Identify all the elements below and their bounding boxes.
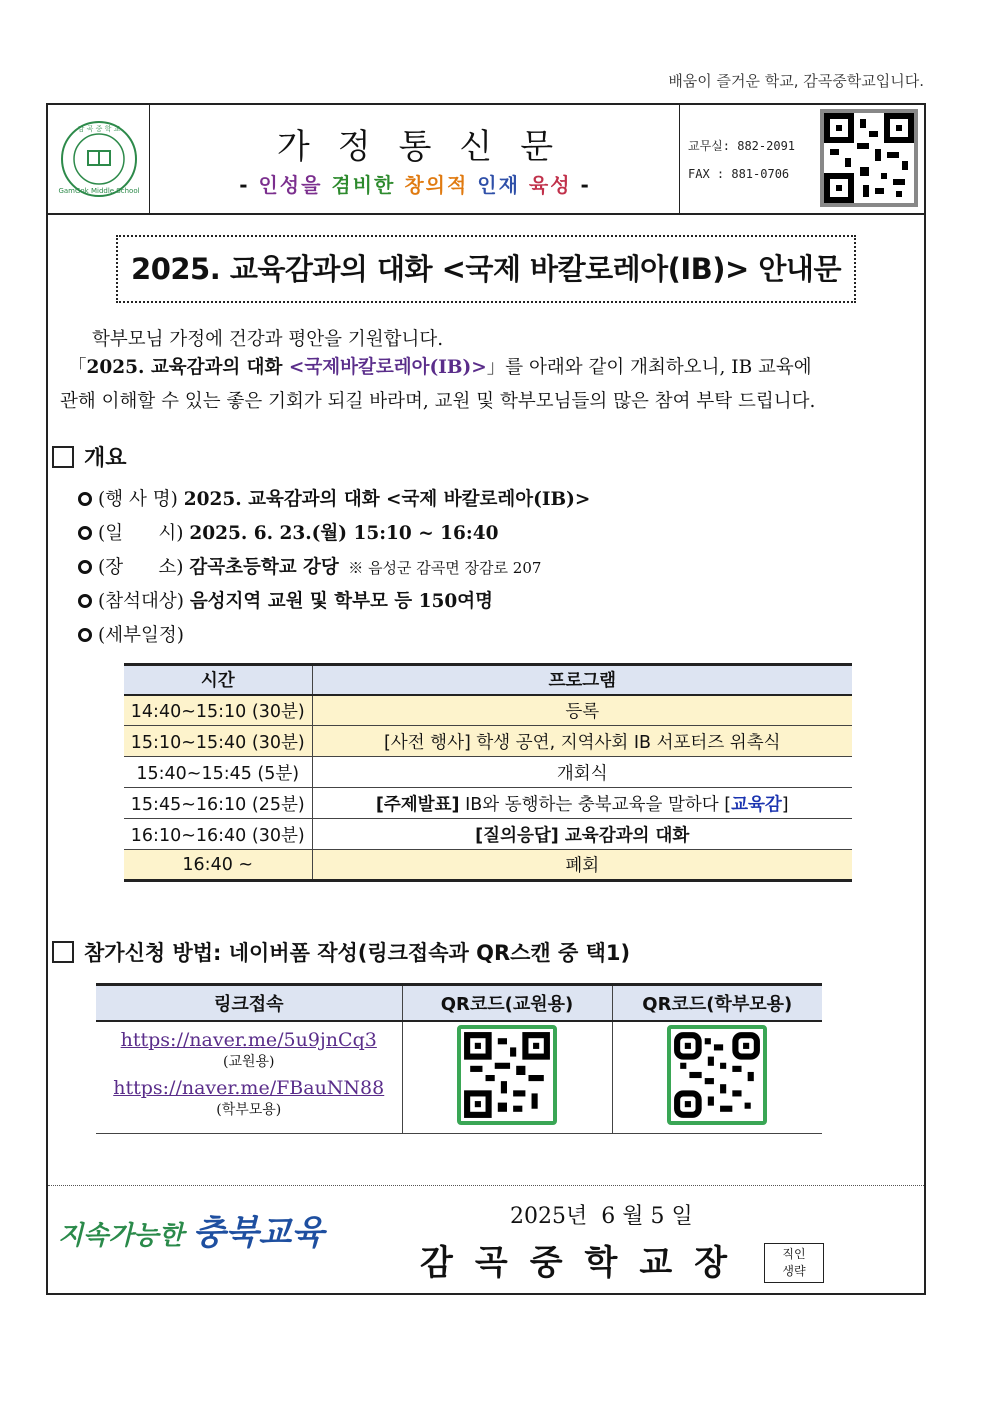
circle-bullet-icon: [78, 526, 92, 540]
apply-table: [96, 983, 822, 1134]
table-row: 15:45~16:10 (25분) [주제발표] IB와 동행하는 충북교육을 말하다 [교육감]: [124, 788, 852, 819]
circle-bullet-icon: [78, 560, 92, 574]
column-header-qr-teacher: QR코드(교원용): [402, 985, 612, 1021]
overview-item-venue: (장 소) 감곡초등학교 강당 ※ 음성군 감곡면 장감로 207: [78, 553, 541, 579]
table-row: 16:40 ~ 폐회: [124, 850, 852, 881]
intro-line: 「2025. 교육감과의 대화 <국제바칼로레아(IB)>」를 아래와 같이 개최하오니, IB 교육에: [68, 357, 812, 378]
column-header-qr-parent: QR코드(학부모용): [612, 985, 822, 1021]
qr-code-teacher-icon[interactable]: [457, 1025, 557, 1125]
circle-bullet-icon: [78, 492, 92, 506]
newsletter-frame: [46, 103, 926, 1295]
qr-code-parent-icon[interactable]: [667, 1025, 767, 1125]
links-cell: [96, 1021, 402, 1134]
table-row: 16:10~16:40 (30분) [질의응답] 교육감과의 대화: [124, 819, 852, 850]
schedule-table: [124, 663, 852, 882]
fax-number: FAX : 881-0706: [688, 167, 790, 181]
seal-omitted-stamp: 직인 생략: [764, 1243, 824, 1283]
section-apply-heading: 참가신청 방법: 네이버폼 작성(링크접속과 QR스캔 중 택1): [52, 937, 630, 967]
teacher-link-note: (교원용): [223, 1054, 275, 1071]
checkbox-icon: [52, 446, 74, 468]
school-logo-icon: [54, 119, 144, 199]
svg-text:GamGok Middle School: GamGok Middle School: [58, 187, 140, 195]
contact-cell: [680, 105, 924, 213]
parent-link-note: (학부모용): [216, 1102, 282, 1119]
qr-parent-cell: [612, 1021, 822, 1134]
school-motto: 배움이 즐거운 학교, 감곡중학교입니다.: [668, 72, 924, 90]
column-header-program: 프로그램: [312, 665, 852, 695]
circle-bullet-icon: [78, 594, 92, 608]
overview-item-event: (행 사 명) 2025. 교육감과의 대화 <국제 바칼로레아(IB)>: [78, 485, 590, 511]
qr-code-icon[interactable]: [820, 109, 918, 207]
intro-greeting: 학부모님 가정에 건강과 평안을 기원합니다.: [92, 329, 444, 350]
table-row: 14:40~15:10 (30분) 등록: [124, 695, 852, 726]
phone-number: 교무실: 882-2091: [688, 139, 796, 153]
teacher-form-link[interactable]: https://naver.me/5u9jnCq3: [120, 1029, 377, 1052]
section-overview-heading: 개요: [52, 441, 127, 472]
table-header-row: [124, 665, 852, 695]
circle-bullet-icon: [78, 628, 92, 642]
table-header-row: [96, 985, 822, 1021]
slogan-logo: 지속가능한 충북교육: [58, 1213, 325, 1253]
header: [48, 105, 924, 215]
intro-request: 관해 이해할 수 있는 좋은 기회가 되길 바라며, 교원 및 학부모님들의 많은 참여 부탁 드립니다.: [60, 391, 816, 412]
newsletter-subtitle: - 인성을 겸비한 창의적 인재 육성 -: [239, 173, 591, 197]
table-row: 15:10~15:40 (30분) [사전 행사] 학생 공연, 지역사회 IB 서포터즈 위촉식: [124, 726, 852, 757]
table-row: [96, 1021, 822, 1134]
newsletter-title: 가정통신문: [276, 127, 582, 167]
document-title: 2025. 교육감과의 대화 <국제 바칼로레아(IB)> 안내문: [116, 235, 856, 303]
issue-date: 2025년 6 월 5 일: [510, 1204, 693, 1229]
logo-cell: [48, 105, 150, 213]
qr-teacher-cell: [402, 1021, 612, 1134]
svg-text:감 곡 중 학 교: 감 곡 중 학 교: [77, 125, 121, 133]
parent-form-link[interactable]: https://naver.me/FBauNN88: [113, 1077, 385, 1100]
footer-divider: [48, 1185, 924, 1186]
checkbox-icon: [52, 941, 74, 963]
overview-item-datetime: (일 시) 2025. 6. 23.(월) 15:10 ~ 16:40: [78, 519, 499, 545]
table-row: 15:40~15:45 (5분) 개회식: [124, 757, 852, 788]
column-header-time: 시간: [124, 665, 312, 695]
principal-signature: 감곡중학교장: [420, 1243, 750, 1283]
title-cell: [150, 105, 680, 213]
overview-item-attendees: (참석대상) 음성지역 교원 및 학부모 등 150여명: [78, 587, 493, 613]
column-header-link: 링크접속: [96, 985, 402, 1021]
overview-item-schedule: (세부일정): [78, 621, 184, 647]
